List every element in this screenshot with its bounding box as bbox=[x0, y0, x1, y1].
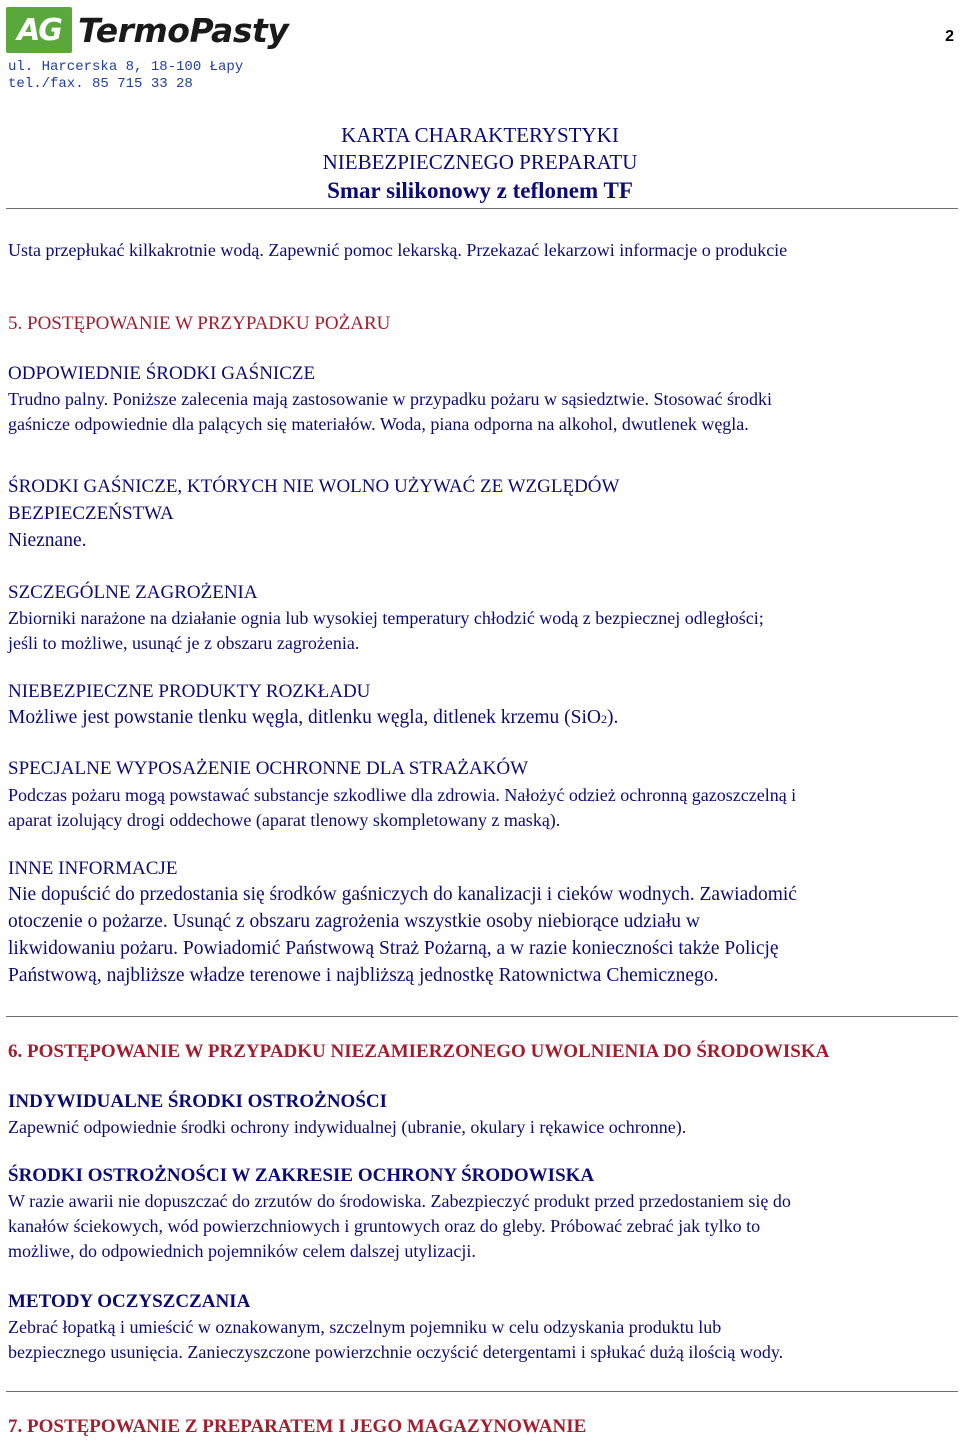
product-name: Smar silikonowy z teflonem TF bbox=[327, 178, 633, 203]
hazards-text-line: Zbiorniki narażone na działanie ognia lub wysokiej temperatury chłodzić wodą z bezpiecznej odległości; bbox=[8, 608, 764, 628]
logo-mark: AG bbox=[6, 7, 72, 53]
header-divider bbox=[6, 208, 958, 209]
other-info-line: likwidowaniu pożaru. Powiadomić Państwową Straż Pożarną, a w razie konieczności także Policję bbox=[8, 938, 779, 959]
environmental-precautions-heading: ŚRODKI OSTROŻNOŚCI W ZAKRESIE OCHRONY ŚRODOWISKA bbox=[8, 1165, 595, 1186]
doc-title-line1: KARTA CHARAKTERYSTYKI bbox=[341, 123, 619, 147]
extinguishing-text-line: Trudno palny. Poniższe zalecenia mają zastosowanie w przypadku pożaru w sąsiedztwie. Stosować środki bbox=[8, 389, 772, 409]
first-aid-text: Usta przepłukać kilkakrotnie wodą. Zapewnić pomoc lekarską. Przekazać lekarzowi informacje o produkcie bbox=[8, 240, 788, 260]
hazards-heading: SZCZEGÓLNE ZAGROŻENIA bbox=[8, 582, 258, 603]
environment-text-line: W razie awarii nie dopuszczać do zrzutów do środowiska. Zabezpieczyć produkt przed przedostaniem się do bbox=[8, 1191, 791, 1211]
other-info-line: Państwową, najbliższe władze terenowe i najbliższą jednostkę Ratownictwa Chemicznego. bbox=[8, 965, 719, 986]
hazards-text-line: jeśli to możliwe, usunąć je z obszaru zagrożenia. bbox=[8, 633, 360, 653]
address-line: ul. Harcerska 8, 18-100 Łapy bbox=[8, 59, 244, 75]
other-info-line: Nie dopuścić do przedostania się środków gaśniczych do kanalizacji i cieków wodnych. Zawiadomić bbox=[8, 884, 797, 905]
environment-text-line: kanałów ściekowych, wód powierzchniowych i gruntowych oraz do gleby. Próbować zebrać jak tylko to bbox=[8, 1216, 761, 1236]
doc-title-line2: NIEBEZPIECZNEGO PREPARATU bbox=[322, 150, 638, 174]
firefighter-equipment-heading: SPECJALNE WYPOSAŻENIE OCHRONNE DLA STRAŻAKÓW bbox=[8, 758, 529, 779]
logo-name: TermoPasty bbox=[78, 10, 289, 50]
cleanup-text-line: Zebrać łopatką i umieścić w oznakowanym, szczelnym pojemniku w celu odzyskania produktu lub bbox=[8, 1317, 722, 1337]
decomposition-text-main: Możliwe jest powstanie tlenku węgla, ditlenku węgla, ditlenek krzemu (SiO bbox=[8, 707, 601, 728]
decomposition-text-end: ). bbox=[606, 707, 619, 728]
section-divider bbox=[6, 1016, 958, 1017]
equipment-text-line: Podczas pożaru mogą powstawać substancje szkodliwe dla zdrowia. Nałożyć odzież ochronną gazoszczelną i bbox=[8, 785, 797, 805]
decomposition-text bbox=[8, 707, 618, 729]
forbidden-media-heading: ŚRODKI GAŚNICZE, KTÓRYCH NIE WOLNO UŻYWAĆ ZE WZGLĘDÓW bbox=[8, 476, 620, 497]
cleanup-text-line: bezpiecznego usunięcia. Zanieczyszczone powierzchnie oczyścić detergentami i spłukać dużą ilością wody. bbox=[8, 1342, 784, 1362]
forbidden-media-text: Nieznane. bbox=[8, 530, 87, 551]
environment-text-line: możliwe, do odpowiednich pojemników celem dalszej utylizacji. bbox=[8, 1241, 476, 1261]
equipment-text-line: aparat izolujący drogi oddechowe (aparat tlenowy skompletowany z maską). bbox=[8, 810, 561, 830]
forbidden-media-heading: BEZPIECZEŃSTWA bbox=[8, 503, 174, 524]
personal-precautions-heading: INDYWIDUALNE ŚRODKI OSTROŻNOŚCI bbox=[8, 1091, 388, 1112]
section7-title: 7. POSTĘPOWANIE Z PREPARATEM I JEGO MAGAZYNOWANIE bbox=[8, 1416, 587, 1437]
extinguishing-text-line: gaśnicze odpowiednie dla palących się materiałów. Woda, piana odporna na alkohol, dwutlenek węgla. bbox=[8, 414, 749, 434]
section5-title: 5. POSTĘPOWANIE W PRZYPADKU POŻARU bbox=[8, 313, 391, 334]
section-divider bbox=[6, 1391, 958, 1392]
company-logo bbox=[6, 7, 288, 53]
company-address bbox=[8, 59, 243, 93]
extinguishing-heading: ODPOWIEDNIE ŚRODKI GAŚNICZE bbox=[8, 363, 316, 384]
section6-title: 6. POSTĘPOWANIE W PRZYPADKU NIEZAMIERZONEGO UWOLNIENIA DO ŚRODOWISKA bbox=[8, 1041, 830, 1062]
page-number: 2 bbox=[945, 28, 954, 45]
personal-precautions-text: Zapewnić odpowiednie środki ochrony indywidualnej (ubranie, okulary i rękawice ochronne). bbox=[8, 1117, 687, 1137]
other-info-line: otoczenie o pożarze. Usunąć z obszaru zagrożenia wszystkie osoby niebiorące udziału w bbox=[8, 911, 700, 932]
decomposition-heading: NIEBEZPIECZNE PRODUKTY ROZKŁADU bbox=[8, 681, 371, 702]
other-info-heading: INNE INFORMACJE bbox=[8, 858, 178, 879]
cleanup-methods-heading: METODY OCZYSZCZANIA bbox=[8, 1291, 251, 1312]
subscript-2: 2 bbox=[600, 712, 607, 726]
phone-line: tel./fax. 85 715 33 28 bbox=[8, 76, 193, 92]
